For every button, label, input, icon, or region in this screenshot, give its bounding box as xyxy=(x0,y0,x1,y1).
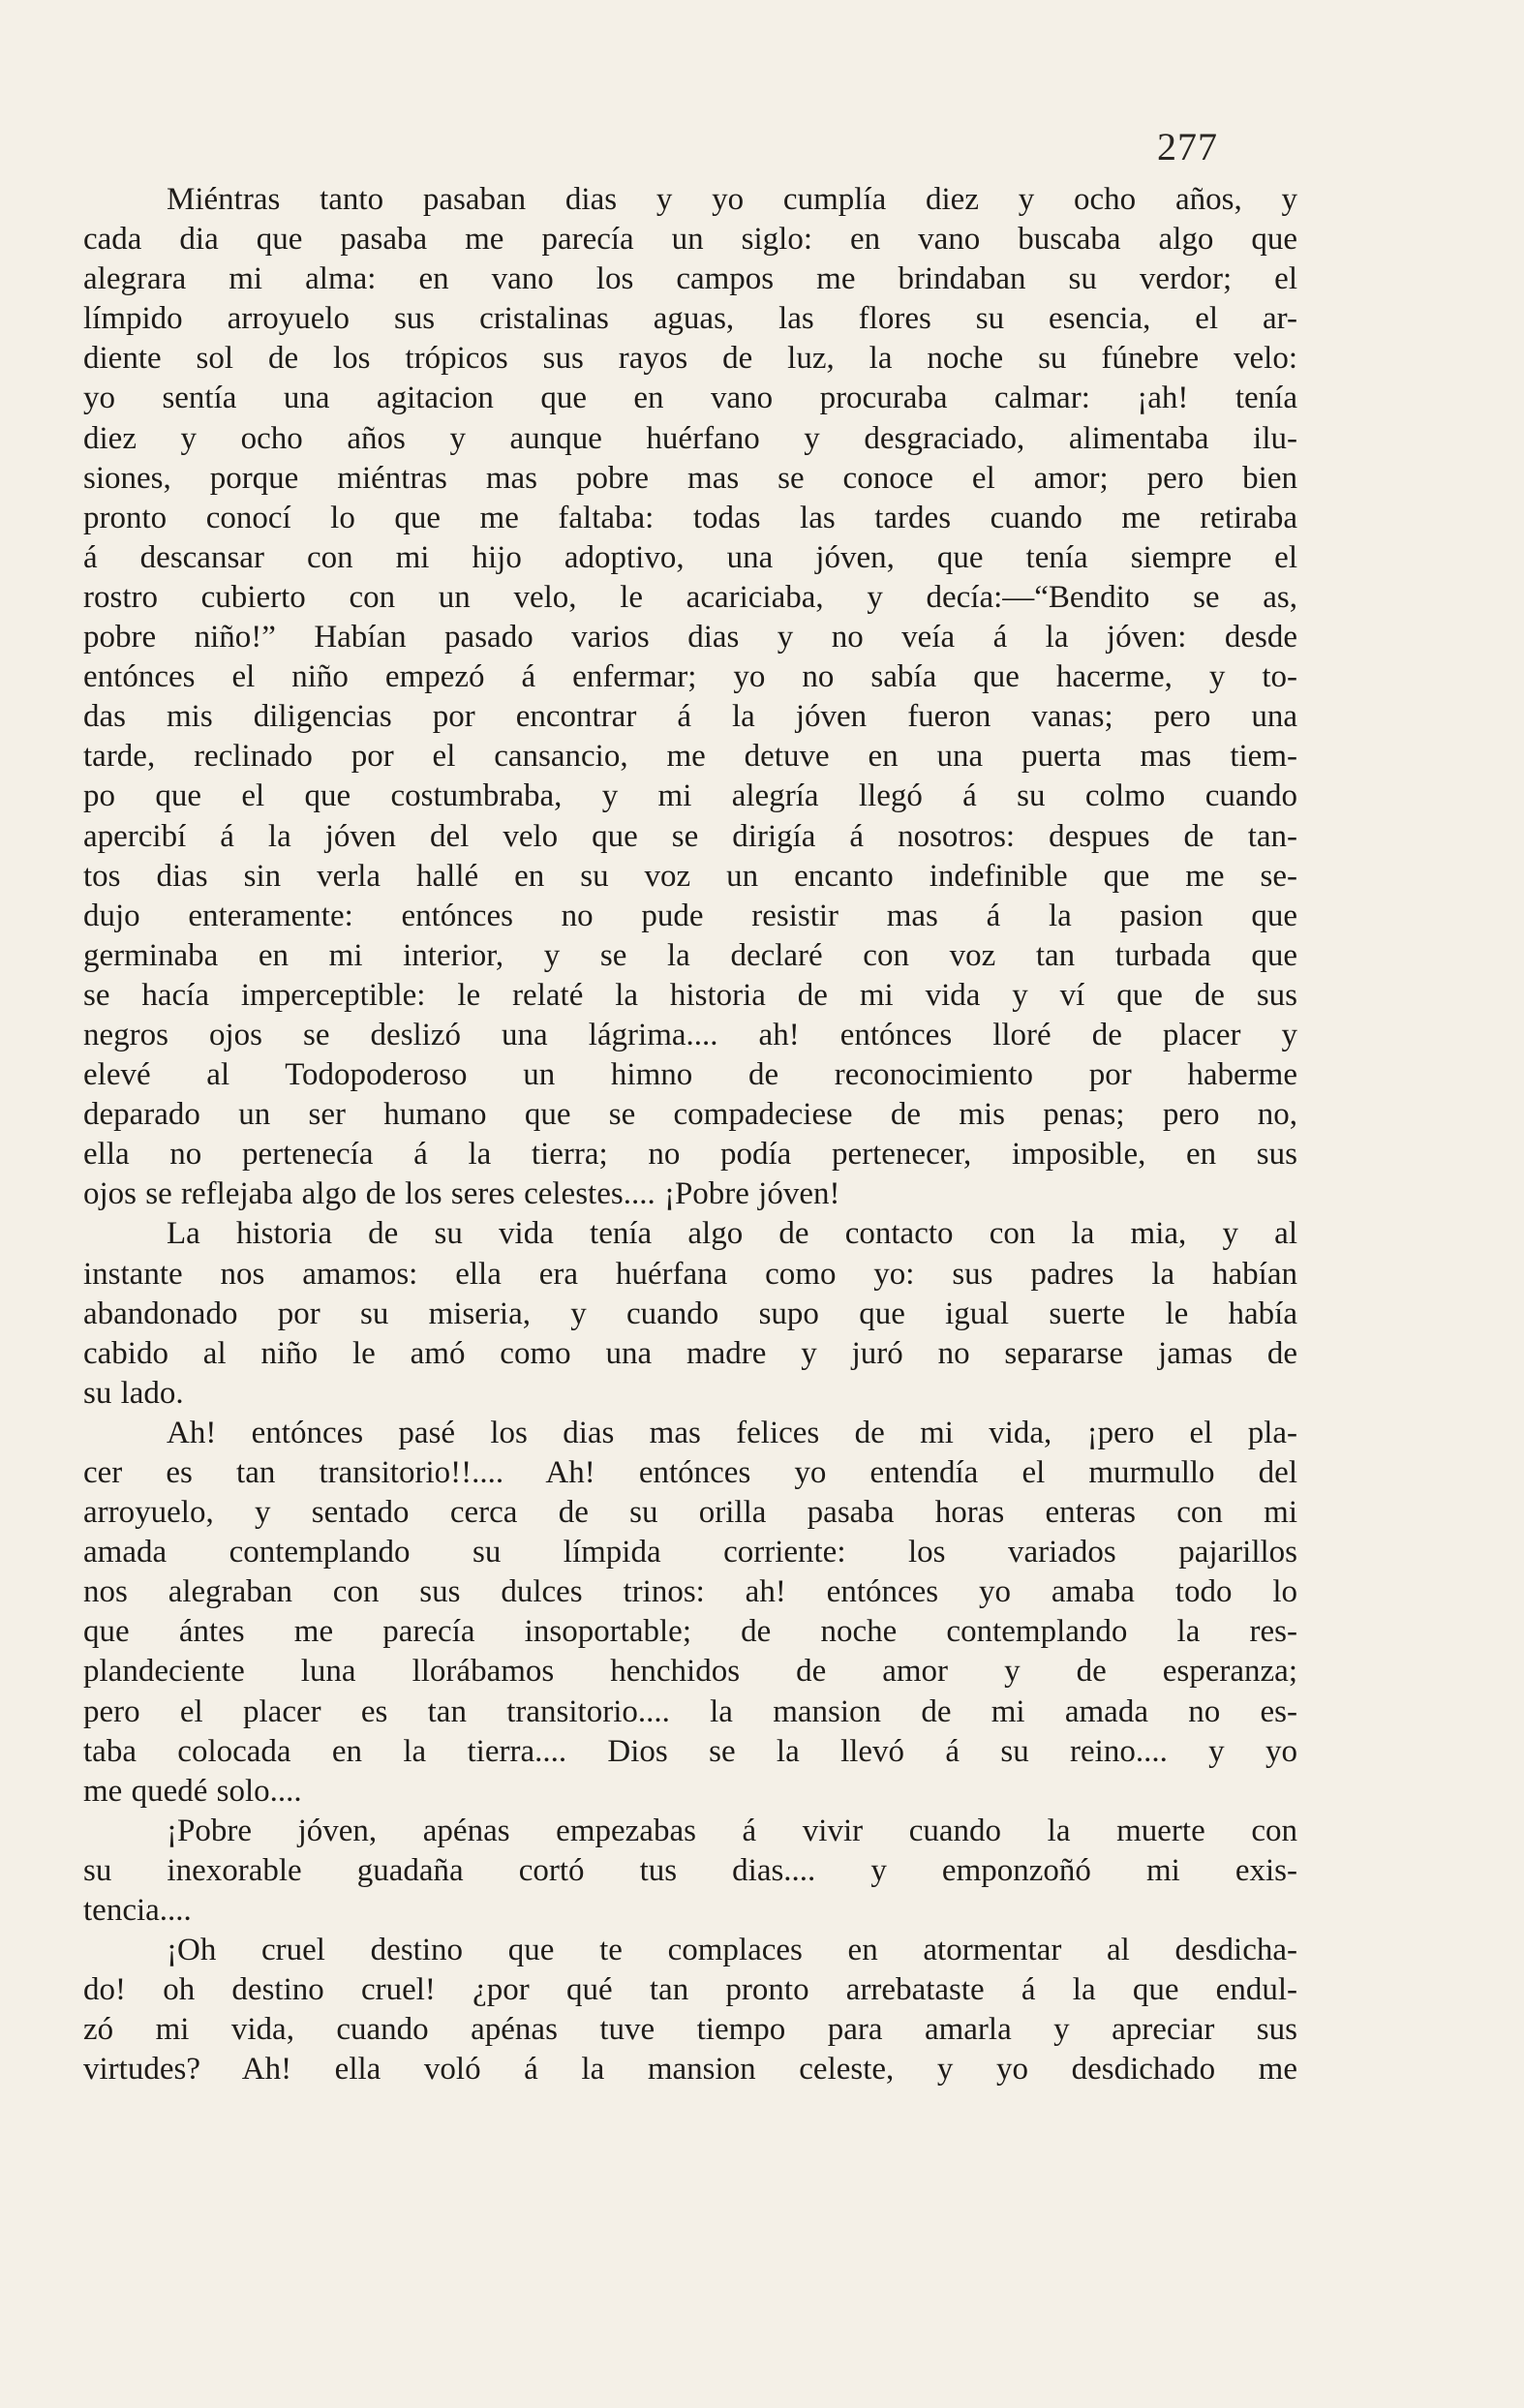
text-line: que ántes me parecía insoportable; de noche contemplando la res- xyxy=(83,1614,1297,1650)
text-line: plandeciente luna llorábamos henchidos de amor y de esperanza; xyxy=(83,1654,1297,1690)
text-line: do! oh destino cruel! ¿por qué tan pronto arrebataste á la que endul- xyxy=(83,1972,1297,2008)
text-line: pobre niño!” Habían pasado varios dias y no veía á la jóven: desde xyxy=(83,620,1297,655)
text-line: tos dias sin verla hallé en su voz un encanto indefinible que me se- xyxy=(83,858,1297,894)
text-line: á descansar con mi hijo adoptivo, una jóven, que tenía siempre el xyxy=(83,539,1297,575)
text-line: Ah! entónces pasé los dias mas felices de mi vida, ¡pero el pla- xyxy=(167,1415,1297,1450)
text-line: dujo enteramente: entónces no pude resistir mas á la pasion que xyxy=(83,898,1297,933)
text-line: virtudes? Ah! ella voló á la mansion celeste, y yo desdichado me xyxy=(83,2052,1297,2088)
text-line: taba colocada en la tierra.... Dios se la llevó á su reino.... y yo xyxy=(83,1733,1297,1769)
text-line: abandonado por su miseria, y cuando supo que igual suerte le había xyxy=(83,1295,1297,1331)
text-line: pero el placer es tan transitorio.... la mansion de mi amada no es- xyxy=(83,1693,1297,1729)
text-line: ella no pertenecía á la tierra; no podía pertenecer, imposible, en sus xyxy=(83,1137,1297,1173)
text-line: negros ojos se deslizó una lágrima.... ah! entónces lloré de placer y xyxy=(83,1017,1297,1052)
text-line: diente sol de los trópicos sus rayos de luz, la noche su fúnebre velo: xyxy=(83,341,1297,377)
text-line: su lado. xyxy=(83,1375,184,1411)
text-line: rostro cubierto con un velo, le acariciaba, y decía:—“Bendito se as, xyxy=(83,579,1297,615)
text-line: ojos se reflejaba algo de los seres celestes.... ¡Pobre jóven! xyxy=(83,1176,840,1212)
text-line: cabido al niño le amó como una madre y juró no separarse jamas de xyxy=(83,1335,1297,1371)
text-line: diez y ocho años y aunque huérfano y desgraciado, alimentaba ilu- xyxy=(83,420,1297,456)
text-line: ¡Pobre jóven, apénas empezabas á vivir cuando la muerte con xyxy=(167,1813,1297,1848)
text-line: se hacía imperceptible: le relaté la historia de mi vida y ví que de sus xyxy=(83,977,1297,1013)
text-line: amada contemplando su límpida corriente: los variados pajarillos xyxy=(83,1535,1297,1570)
text-line: deparado un ser humano que se compadeciese de mis penas; pero no, xyxy=(83,1097,1297,1133)
text-line: yo sentía una agitacion que en vano procuraba calmar: ¡ah! tenía xyxy=(83,381,1297,416)
text-line: elevé al Todopoderoso un himno de reconocimiento por haberme xyxy=(83,1057,1297,1093)
text-line: cada dia que pasaba me parecía un siglo: en vano buscaba algo que xyxy=(83,222,1297,258)
text-line: ¡Oh cruel destino que te complaces en atormentar al desdicha- xyxy=(167,1933,1297,1968)
text-line: tarde, reclinado por el cansancio, me detuve en una puerta mas tiem- xyxy=(83,739,1297,775)
text-line: La historia de su vida tenía algo de contacto con la mia, y al xyxy=(167,1216,1297,1252)
text-line: su inexorable guadaña cortó tus dias.... y emponzoñó mi exis- xyxy=(83,1852,1297,1888)
text-line: alegrara mi alma: en vano los campos me brindaban su verdor; el xyxy=(83,261,1297,297)
text-line: zó mi vida, cuando apénas tuve tiempo para amarla y apreciar sus xyxy=(83,2012,1297,2048)
text-line: das mis diligencias por encontrar á la jóven fueron vanas; pero una xyxy=(83,699,1297,735)
text-line: po que el que costumbraba, y mi alegría llegó á su colmo cuando xyxy=(83,778,1297,814)
text-line: siones, porque miéntras mas pobre mas se conoce el amor; pero bien xyxy=(83,460,1297,496)
text-line: entónces el niño empezó á enfermar; yo no sabía que hacerme, y to- xyxy=(83,659,1297,695)
text-line: instante nos amamos: ella era huérfana como yo: sus padres la habían xyxy=(83,1256,1297,1292)
text-line: Miéntras tanto pasaban dias y yo cumplía diez y ocho años, y xyxy=(167,182,1297,217)
text-line: germinaba en mi interior, y se la declaré con voz tan turbada que xyxy=(83,937,1297,973)
text-line: límpido arroyuelo sus cristalinas aguas, las flores su esencia, el ar- xyxy=(83,301,1297,337)
text-line: cer es tan transitorio!!.... Ah! entónces yo entendía el murmullo del xyxy=(83,1455,1297,1490)
text-line: tencia.... xyxy=(83,1893,192,1929)
text-line: apercibí á la jóven del velo que se dirigía á nosotros: despues de tan- xyxy=(83,818,1297,854)
body-text xyxy=(83,180,1297,2090)
text-line: nos alegraban con sus dulces trinos: ah! entónces yo amaba todo lo xyxy=(83,1574,1297,1610)
text-line: me quedé solo.... xyxy=(83,1773,302,1809)
text-line: pronto conocí lo que me faltaba: todas las tardes cuando me retiraba xyxy=(83,500,1297,535)
text-line: arroyuelo, y sentado cerca de su orilla pasaba horas enteras con mi xyxy=(83,1495,1297,1531)
page-number: 277 xyxy=(1157,125,1218,168)
